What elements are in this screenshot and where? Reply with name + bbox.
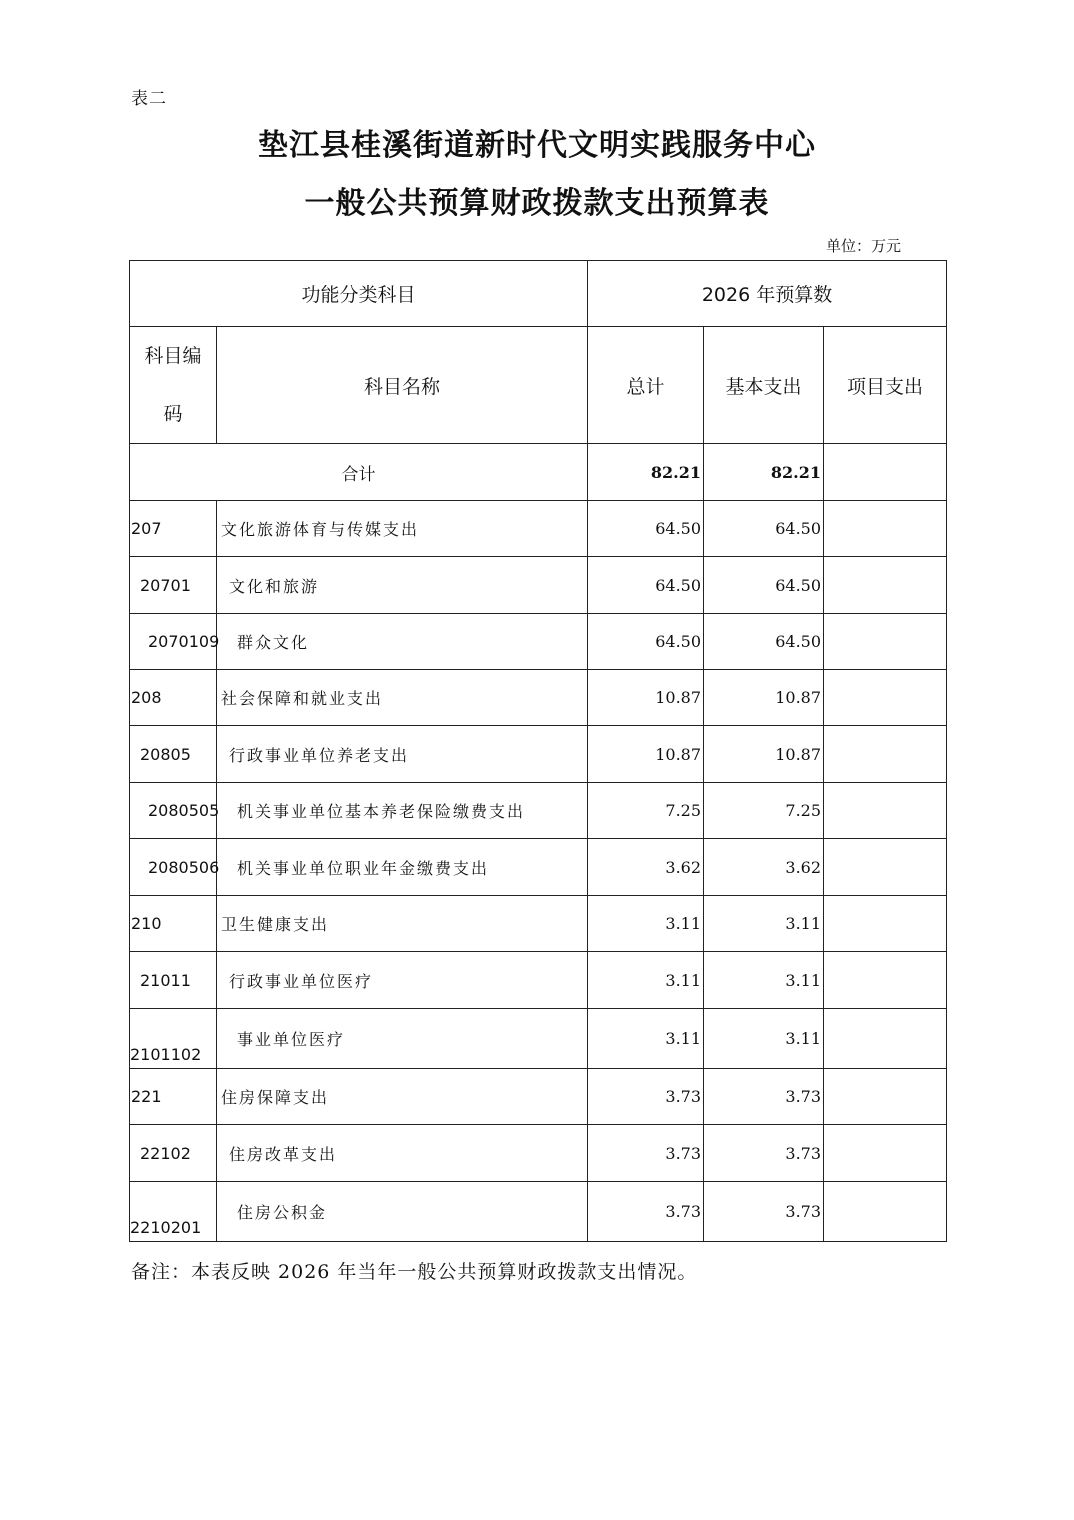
table-row (130, 896, 947, 952)
row-total: 10.87 (588, 726, 704, 783)
row-name: 机关事业单位职业年金缴费支出 (217, 839, 588, 896)
row-project (824, 952, 947, 1009)
row-project (824, 614, 947, 670)
row-code: 221 (130, 1069, 217, 1125)
row-code: 2070109 (130, 614, 217, 670)
row-name: 行政事业单位养老支出 (217, 726, 588, 783)
row-name: 行政事业单位医疗 (217, 952, 588, 1009)
row-name: 机关事业单位基本养老保险缴费支出 (217, 783, 588, 839)
row-project (824, 726, 947, 783)
row-basic: 3.11 (704, 1009, 824, 1069)
row-project (824, 501, 947, 557)
row-name: 社会保障和就业支出 (217, 670, 588, 726)
page-title-line1: 垫江县桂溪街道新时代文明实践服务中心 (258, 128, 816, 163)
row-total: 64.50 (588, 614, 704, 670)
row-code: 2101102 (130, 1009, 217, 1069)
row-code: 20701 (130, 557, 217, 614)
row-project (824, 670, 947, 726)
header-name: 科目名称 (217, 327, 588, 444)
row-total: 3.73 (588, 1182, 704, 1242)
row-project (824, 896, 947, 952)
page-title-line2: 一般公共预算财政拨款支出预算表 (304, 186, 770, 221)
row-name: 住房保障支出 (217, 1069, 588, 1125)
table-row (130, 501, 947, 557)
row-project (824, 1009, 947, 1069)
table-row (130, 1182, 947, 1242)
row-basic: 3.73 (704, 1125, 824, 1182)
table-row (130, 614, 947, 670)
row-basic: 10.87 (704, 726, 824, 783)
row-total: 3.11 (588, 1009, 704, 1069)
row-basic: 7.25 (704, 783, 824, 839)
row-name: 文化旅游体育与传媒支出 (217, 501, 588, 557)
header-functional-category: 功能分类科目 (130, 261, 588, 327)
table-number-label: 表二 (131, 89, 167, 109)
row-total: 3.11 (588, 896, 704, 952)
row-project (824, 839, 947, 896)
row-total: 64.50 (588, 557, 704, 614)
header-code-text: 科目编码 (144, 345, 202, 425)
row-project (824, 1182, 947, 1242)
total-row (130, 444, 947, 501)
row-total: 3.73 (588, 1125, 704, 1182)
row-project (824, 1069, 947, 1125)
row-basic: 10.87 (704, 670, 824, 726)
header-project: 项目支出 (824, 327, 947, 444)
row-code: 207 (130, 501, 217, 557)
total-project (824, 444, 947, 501)
header-budget-year: 2026 年预算数 (588, 261, 947, 327)
row-code: 22102 (130, 1125, 217, 1182)
row-basic: 3.62 (704, 839, 824, 896)
unit-label: 单位：万元 (826, 237, 902, 255)
row-code: 208 (130, 670, 217, 726)
row-name: 事业单位医疗 (217, 1009, 588, 1069)
row-basic: 3.11 (704, 896, 824, 952)
row-name: 住房公积金 (217, 1182, 588, 1242)
footnote: 备注：本表反映 2026 年当年一般公共预算财政拨款支出情况。 (131, 1261, 698, 1283)
header-total: 总计 (588, 327, 704, 444)
row-basic: 64.50 (704, 614, 824, 670)
table-row (130, 839, 947, 896)
row-code: 2080506 (130, 839, 217, 896)
row-name: 群众文化 (217, 614, 588, 670)
header-code (130, 327, 217, 444)
total-basic: 82.21 (704, 444, 824, 501)
table-row (130, 1009, 947, 1069)
row-total: 64.50 (588, 501, 704, 557)
total-total: 82.21 (588, 444, 704, 501)
row-name: 住房改革支出 (217, 1125, 588, 1182)
row-code: 21011 (130, 952, 217, 1009)
row-code: 2080505 (130, 783, 217, 839)
table-row (130, 1069, 947, 1125)
budget-table (129, 260, 947, 1242)
row-name: 文化和旅游 (217, 557, 588, 614)
row-total: 7.25 (588, 783, 704, 839)
row-project (824, 1125, 947, 1182)
row-basic: 64.50 (704, 501, 824, 557)
row-project (824, 557, 947, 614)
row-name: 卫生健康支出 (217, 896, 588, 952)
table-row (130, 952, 947, 1009)
table-row (130, 557, 947, 614)
row-basic: 3.73 (704, 1069, 824, 1125)
table-row (130, 670, 947, 726)
row-total: 3.73 (588, 1069, 704, 1125)
table-row (130, 1125, 947, 1182)
table-row (130, 783, 947, 839)
row-total: 10.87 (588, 670, 704, 726)
header-row-1 (130, 261, 947, 327)
table-row (130, 726, 947, 783)
row-total: 3.11 (588, 952, 704, 1009)
row-total: 3.62 (588, 839, 704, 896)
row-basic: 3.11 (704, 952, 824, 1009)
header-row-2 (130, 327, 947, 444)
row-basic: 3.73 (704, 1182, 824, 1242)
row-code: 2210201 (130, 1182, 217, 1242)
row-project (824, 783, 947, 839)
row-code: 20805 (130, 726, 217, 783)
row-basic: 64.50 (704, 557, 824, 614)
row-code: 210 (130, 896, 217, 952)
total-label: 合计 (130, 444, 588, 501)
header-basic: 基本支出 (704, 327, 824, 444)
